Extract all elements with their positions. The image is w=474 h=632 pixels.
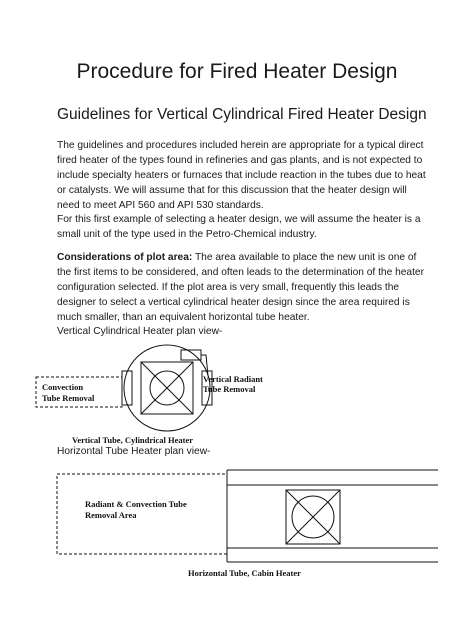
- convection-removal-label-2: Tube Removal: [42, 393, 95, 403]
- removal-area-dashed: [57, 474, 227, 554]
- section-heading: Guidelines for Vertical Cylindrical Fired Heater Design: [57, 106, 427, 123]
- convection-removal-label-1: Convection: [42, 382, 84, 392]
- removal-area-label-2: Removal Area: [85, 510, 137, 520]
- paragraph-first-example: For this first example of selecting a heater design, we will assume the heater is a small unit of the type used in the Petro-Chemical industry.: [57, 214, 421, 240]
- removal-area-label-1: Radiant & Convection Tube: [85, 499, 187, 509]
- horizontal-heater-caption: Horizontal Tube Heater plan view-: [57, 446, 211, 457]
- plot-area-body: The area available to place the new unit is one of the first items to be considered, and often leads to the determination of the heater configuration selected. If the plot area is very small, frequently this leads the designer to select a vertical cylindrical heater design since the area required is much smaller, than an equivalent horizontal tube heater.: [57, 252, 424, 323]
- paragraph-guidelines: The guidelines and procedures included herein are appropriate for a typical direct fired heater of the types found in refineries and gas plants, and is not expected to include specialty heaters or furnaces that include reaction in the tubes due to heat or catalysts. We will assume that for this discussion that the heater design will need to meet API 560 and API 530 standards.: [57, 140, 426, 211]
- plot-area-lead: Considerations of plot area:: [57, 252, 193, 263]
- document-title: Procedure for Fired Heater Design: [76, 60, 398, 83]
- radiant-removal-label-1: Vertical Radiant: [203, 374, 263, 384]
- radiant-removal-label-2: Tube Removal: [203, 384, 256, 394]
- vertical-diagram-caption: Vertical Tube, Cylindrical Heater: [72, 435, 194, 445]
- vertical-heater-caption: Vertical Cylindrical Heater plan view-: [57, 326, 223, 337]
- horizontal-diagram-caption: Horizontal Tube, Cabin Heater: [188, 568, 301, 578]
